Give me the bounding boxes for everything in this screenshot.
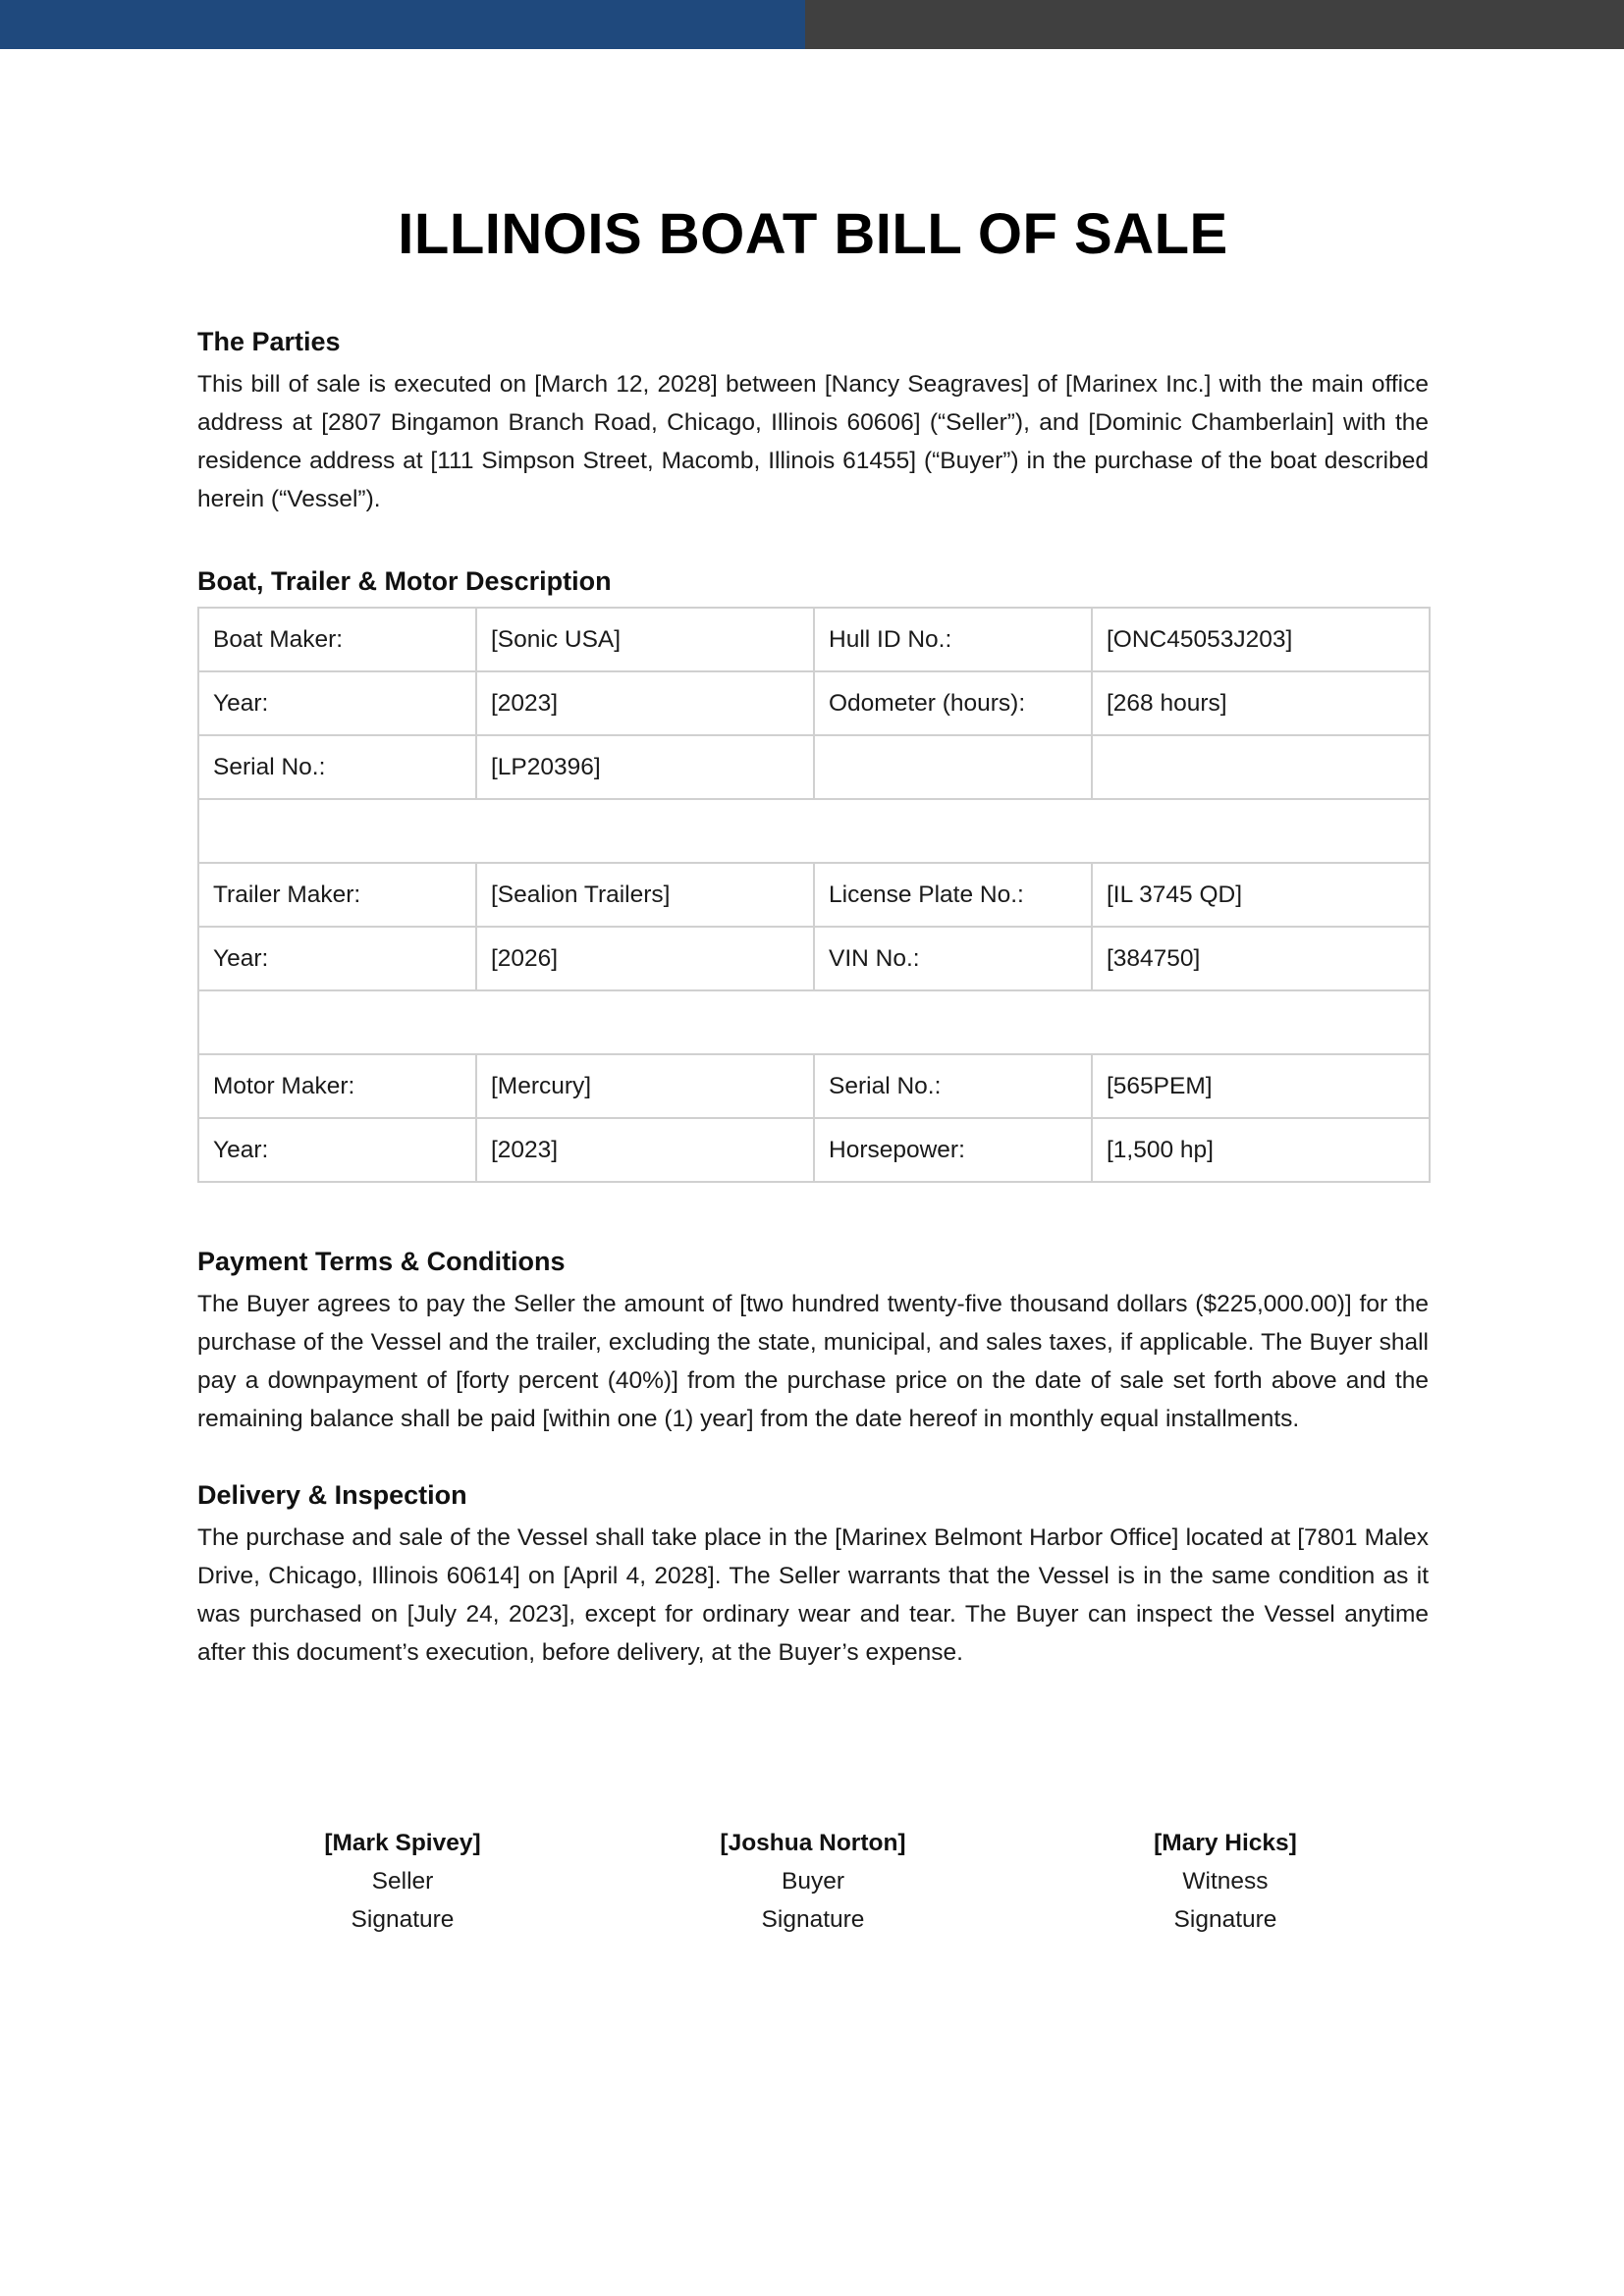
signature-label: Signature bbox=[351, 1906, 455, 1933]
table-value: [Sealion Trailers] bbox=[476, 863, 814, 927]
table-label: Motor Maker: bbox=[198, 1054, 476, 1118]
table-spacer-row bbox=[198, 990, 1430, 1054]
section-the-parties bbox=[197, 327, 1429, 518]
section-heading: Boat, Trailer & Motor Description bbox=[197, 566, 612, 596]
signature-label: Signature bbox=[761, 1906, 865, 1933]
table-label: Year: bbox=[198, 1118, 476, 1182]
section-description bbox=[197, 566, 1429, 1183]
table-row bbox=[198, 608, 1430, 671]
table-row bbox=[198, 1118, 1430, 1182]
table-value: [384750] bbox=[1092, 927, 1430, 990]
table-label: License Plate No.: bbox=[814, 863, 1092, 927]
table-value: [2023] bbox=[476, 1118, 814, 1182]
signer-name: [Joshua Norton] bbox=[720, 1830, 906, 1856]
table-spacer-cell bbox=[198, 990, 1430, 1054]
document-title: ILLINOIS BOAT BILL OF SALE bbox=[398, 202, 1228, 266]
signature-block-witness bbox=[1078, 1824, 1373, 1939]
table-label: Trailer Maker: bbox=[198, 863, 476, 927]
section-payment-terms bbox=[197, 1247, 1429, 1438]
signature-section bbox=[197, 1824, 1429, 1951]
description-table bbox=[197, 607, 1431, 1183]
table-row bbox=[198, 927, 1430, 990]
table-label: Boat Maker: bbox=[198, 608, 476, 671]
table-value: [IL 3745 QD] bbox=[1092, 863, 1430, 927]
section-paragraph: The Buyer agrees to pay the Seller the amount of [two hundred twenty-five thousand dollars ($225,000.00)] for the purchase of the Vessel and the trailer, excluding the state, municipal, and sales taxes, if applicable. The Buyer shall pay a downpayment of [forty percent (40%)] from the purchase price on the date of sale set forth above and the remaining balance shall be paid [within one (1) year] from the date hereof in monthly equal installments. bbox=[197, 1291, 1429, 1432]
section-paragraph: This bill of sale is executed on [March 12, 2028] between [Nancy Seagraves] of [Marinex Inc.] with the main office address at [2807 Bingamon Branch Road, Chicago, Illinois 60606] (“Seller”), and [Dominic Chamberlain] with the residence address at [111 Simpson Street, Macomb, Illinois 61455] (“Buyer”) in the purchase of the boat described herein (“Vessel”). bbox=[197, 371, 1429, 512]
table-label: VIN No.: bbox=[814, 927, 1092, 990]
section-delivery-inspection bbox=[197, 1480, 1429, 1672]
table-label: Horsepower: bbox=[814, 1118, 1092, 1182]
table-value: [LP20396] bbox=[476, 735, 814, 799]
table-spacer-cell bbox=[198, 799, 1430, 863]
table-value: [Mercury] bbox=[476, 1054, 814, 1118]
table-value: [268 hours] bbox=[1092, 671, 1430, 735]
header-bar-blue bbox=[0, 0, 805, 49]
signer-name: [Mark Spivey] bbox=[324, 1830, 481, 1856]
table-value: [565PEM] bbox=[1092, 1054, 1430, 1118]
table-value: [2026] bbox=[476, 927, 814, 990]
signature-label: Signature bbox=[1173, 1906, 1277, 1933]
signer-role: Buyer bbox=[781, 1868, 844, 1895]
table-value: [ONC45053J203] bbox=[1092, 608, 1430, 671]
signature-block-seller bbox=[255, 1824, 550, 1939]
table-value: [2023] bbox=[476, 671, 814, 735]
table-label bbox=[814, 735, 1092, 799]
table-label: Serial No.: bbox=[198, 735, 476, 799]
section-heading: Delivery & Inspection bbox=[197, 1480, 467, 1510]
signer-role: Witness bbox=[1182, 1868, 1269, 1895]
table-row bbox=[198, 863, 1430, 927]
table-label: Year: bbox=[198, 927, 476, 990]
section-paragraph: The purchase and sale of the Vessel shall take place in the [Marinex Belmont Harbor Office] located at [7801 Malex Drive, Chicago, Illinois 60614] on [April 4, 2028]. The Seller warrants that the Vessel is in the same condition as it was purchased on [July 24, 2023], except for ordinary wear and tear. The Buyer can inspect the Vessel anytime after this document’s execution, before delivery, at the Buyer’s expense. bbox=[197, 1524, 1429, 1666]
table-label: Odometer (hours): bbox=[814, 671, 1092, 735]
header-color-bar bbox=[0, 0, 1624, 49]
table-row bbox=[198, 1054, 1430, 1118]
table-label: Serial No.: bbox=[814, 1054, 1092, 1118]
table-value bbox=[1092, 735, 1430, 799]
table-value: [1,500 hp] bbox=[1092, 1118, 1430, 1182]
table-label: Year: bbox=[198, 671, 476, 735]
section-heading: Payment Terms & Conditions bbox=[197, 1247, 566, 1276]
signer-name: [Mary Hicks] bbox=[1154, 1830, 1297, 1856]
signer-role: Seller bbox=[371, 1868, 434, 1895]
section-heading: The Parties bbox=[197, 327, 341, 356]
table-label: Hull ID No.: bbox=[814, 608, 1092, 671]
table-value: [Sonic USA] bbox=[476, 608, 814, 671]
table-row bbox=[198, 671, 1430, 735]
signature-block-buyer bbox=[666, 1824, 960, 1939]
table-row bbox=[198, 735, 1430, 799]
table-spacer-row bbox=[198, 799, 1430, 863]
header-bar-gray bbox=[805, 0, 1624, 49]
